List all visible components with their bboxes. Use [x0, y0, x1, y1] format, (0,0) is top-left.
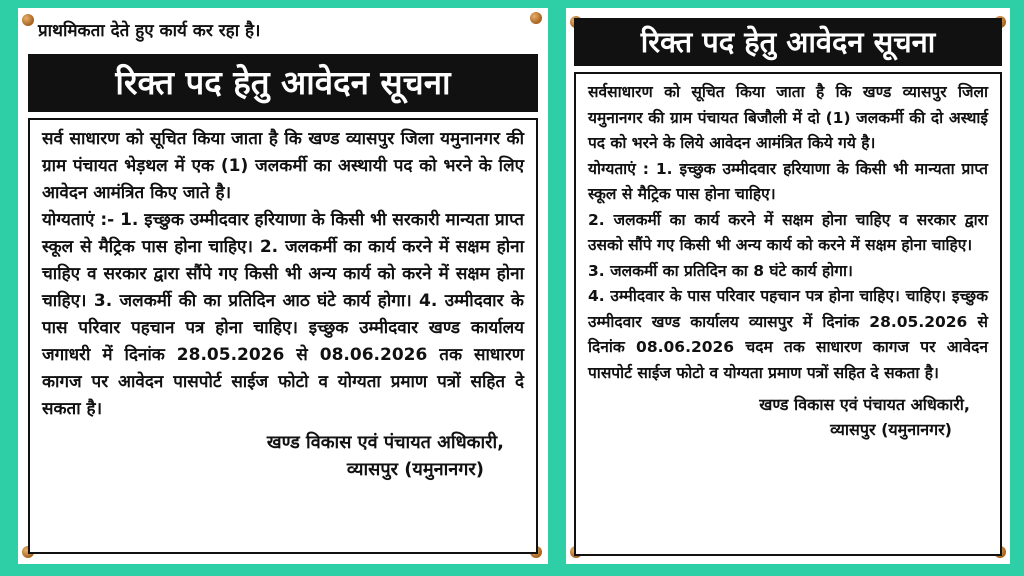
intro-paragraph: सर्व साधारण को सूचित किया जाता है कि खण्ड व्यासपुर जिला यमुनानगर की ग्राम पंचायत भेड़थल में एक (1) जलकर्मी का अस्थायी पद को भरने के लिए आवेदन आमंत्रित किए जाते है। — [42, 129, 524, 203]
qualification-3: 3. जलकर्मी का प्रतिदिन का 8 घंटे कार्य होगा। — [588, 261, 853, 280]
notice-title: रिक्त पद हेतु आवेदन सूचना — [28, 54, 538, 112]
right-notice-clipping — [566, 8, 1010, 564]
qualification-4: 4. उम्मीदवार के पास परिवार पहचान पत्र होना चाहिए। चाहिए। इच्छुक उम्मीदवार खण्ड कार्यालय व्यासपुर में दिनांक 28.05.2026 से दिनांक 08.06.2026 चदम तक साधारण कागज पर आवेदन पासपोर्ट साईज फोटो व योग्यता प्रमाण पत्रों सहित दे सकता है। — [588, 287, 988, 382]
top-line-text: प्राथमिकता देते हुए कार्य कर रहा है। — [38, 21, 261, 41]
signature-place: व्यासपुर (यमुनानगर) — [830, 420, 952, 439]
qualification-2: 2. जलकर्मी का कार्य करने में सक्षम होना चाहिए व सरकार द्वारा उसको सौंपे गए किसी भी अन्य कार्य को करने में सक्षम होना चाहिए। — [588, 210, 988, 254]
notice-body — [28, 118, 538, 554]
intro-paragraph: सर्वसाधारण को सूचित किया जाता है कि खण्ड व्यासपुर जिला यमुनानगर की ग्राम पंचायत बिजौली में दो (1) जलकर्मी की दो अस्थाई पद को भरने के लिये आवेदन आमंत्रित किये गये है। — [588, 83, 988, 152]
pin-icon — [530, 12, 542, 24]
signature-place: व्यासपुर (यमुनानगर) — [346, 459, 484, 480]
qualifications-paragraph: योग्यताएं :- 1. इच्छुक उम्मीदवार हरियाणा के किसी भी सरकारी मान्यता प्राप्त स्कूल से मैट्रिक पास होना चाहिए। 2. जलकर्मी का कार्य करने में सक्षम होना चाहिए व सरकार द्वारा सौंपे गए किसी भी अन्य कार्य को करने में सक्षम होना चाहिए। 3. जलकर्मी की का प्रतिदिन आठ घंटे कार्य होगा। 4. उम्मीदवार के पास परिवार पहचान पत्र होना चाहिए। इच्छुक उम्मीदवार खण्ड कार्यालय जगाधरी में दिनांक 28.05.2026 से 08.06.2026 तक साधारण कागज पर आवेदन पासपोर्ट साईज फोटो व योग्यता प्रमाण पत्रों सहित दे सकता है। — [42, 210, 524, 419]
notice-body — [574, 72, 1002, 556]
signature-title: खण्ड विकास एवं पंचायत अधिकारी, — [759, 395, 970, 414]
pin-icon — [22, 14, 34, 26]
qualification-1: योग्यताएं : 1. इच्छुक उम्मीदवार हरियाणा के किसी भी मान्यता प्राप्त स्कूल से मैट्रिक पास होना चाहिए। — [588, 159, 988, 203]
left-notice-clipping — [18, 8, 548, 564]
signature-title: खण्ड विकास एवं पंचायत अधिकारी, — [266, 432, 504, 453]
notice-title: रिक्त पद हेतु आवेदन सूचना — [574, 18, 1002, 66]
